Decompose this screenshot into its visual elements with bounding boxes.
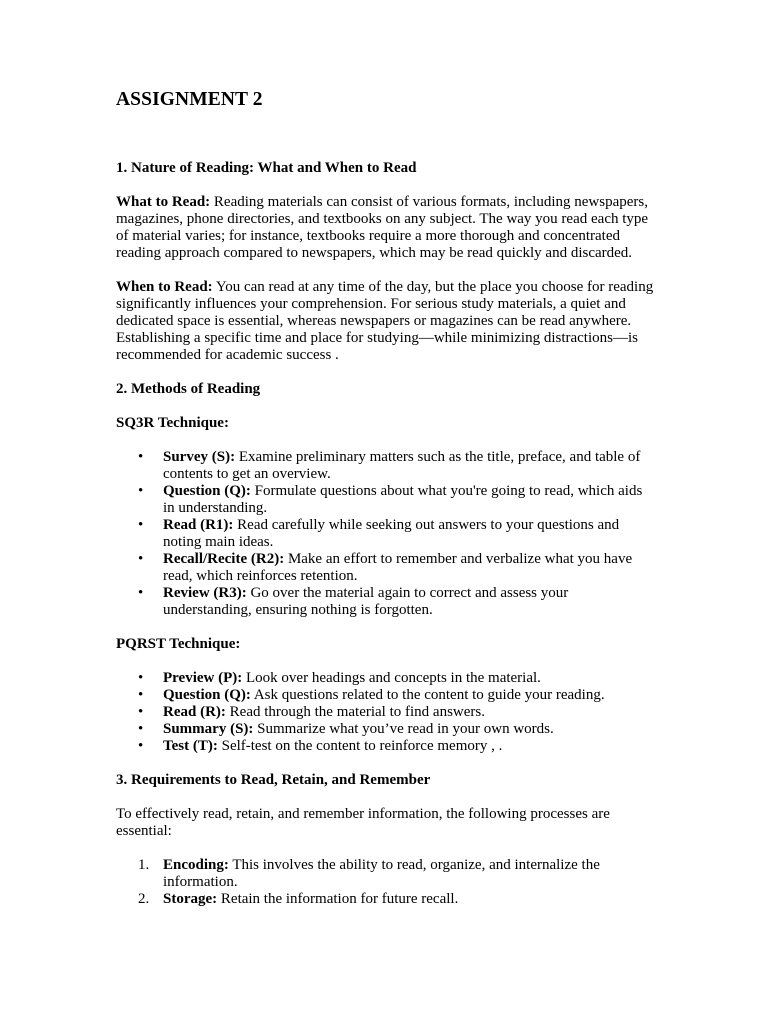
bullet-icon: • xyxy=(138,721,144,737)
list-item-label: Read (R): xyxy=(163,704,226,720)
list-item-text: Read through the material to find answers. xyxy=(225,704,486,720)
list-item-label: Recall/Recite (R2): xyxy=(163,551,285,567)
requirements-list xyxy=(116,857,656,908)
list-item-text: Look over headings and concepts in the material. xyxy=(242,670,541,686)
bullet-icon: • xyxy=(138,585,144,601)
list-item-label: Read (R1): xyxy=(163,517,234,533)
when-to-read-text: You can read at any time of the day, but the place you choose for reading significantly influences your comprehension. For serious study materials, a quiet and dedicated space is essential, whereas newspapers or magazines can be read anywhere. Establishing a specific time and place for studying—while minimizing distractions—is recommended for academic success . xyxy=(116,279,654,363)
list-item xyxy=(138,449,656,483)
list-item xyxy=(138,738,656,755)
list-number: 1. xyxy=(138,857,150,873)
list-item-label: Question (Q): xyxy=(163,483,251,499)
list-item xyxy=(138,857,656,891)
bullet-icon: • xyxy=(138,449,144,465)
list-item xyxy=(138,483,656,517)
bullet-icon: • xyxy=(138,551,144,567)
section-3-intro: To effectively read, retain, and remember information, the following processes are essential: xyxy=(116,806,610,839)
list-item xyxy=(138,721,656,738)
bullet-icon: • xyxy=(138,483,144,499)
list-item-text: This involves the ability to read, organize, and internalize the information. xyxy=(163,857,600,890)
document-title: ASSIGNMENT 2 xyxy=(116,89,263,110)
list-item-text: Self-test on the content to reinforce memory , . xyxy=(217,738,503,754)
list-item-text: Read carefully while seeking out answers to your questions and noting main ideas. xyxy=(163,517,620,550)
document-page xyxy=(116,88,656,908)
list-item-label: Summary (S): xyxy=(163,721,254,737)
bullet-icon: • xyxy=(138,670,144,686)
list-item xyxy=(138,551,656,585)
list-number: 2. xyxy=(138,891,150,907)
list-item-text: Go over the material again to correct and assess your understanding, ensuring nothing is forgotten. xyxy=(163,585,569,618)
list-item-label: Storage: xyxy=(163,891,218,907)
sq3r-list xyxy=(116,449,656,619)
sq3r-heading: SQ3R Technique: xyxy=(116,415,229,431)
list-item xyxy=(138,704,656,721)
what-to-read-paragraph xyxy=(116,194,656,262)
list-item-text: Examine preliminary matters such as the title, preface, and table of contents to get an overview. xyxy=(163,449,641,482)
section-2-heading: 2. Methods of Reading xyxy=(116,381,261,397)
when-to-read-label: When to Read: xyxy=(116,279,213,295)
list-item xyxy=(138,891,656,908)
when-to-read-paragraph xyxy=(116,279,656,364)
list-item-label: Question (Q): xyxy=(163,687,251,703)
list-item-label: Encoding: xyxy=(163,857,229,873)
bullet-icon: • xyxy=(138,687,144,703)
bullet-icon: • xyxy=(138,517,144,533)
list-item-text: Make an effort to remember and verbalize what you have read, which reinforces retention. xyxy=(163,551,633,584)
what-to-read-label: What to Read: xyxy=(116,194,211,210)
list-item-label: Preview (P): xyxy=(163,670,243,686)
bullet-icon: • xyxy=(138,738,144,754)
pqrst-heading: PQRST Technique: xyxy=(116,636,241,652)
list-item-text: Ask questions related to the content to guide your reading. xyxy=(250,687,605,703)
bullet-icon: • xyxy=(138,704,144,720)
what-to-read-text: Reading materials can consist of various formats, including newspapers, magazines, phone directories, and textbooks on any subject. The way you read each type of material varies; for instance, textbooks require a more thorough and concentrated reading approach compared to newspapers, which may be read quickly and discarded. xyxy=(116,194,649,261)
list-item-label: Survey (S): xyxy=(163,449,236,465)
list-item xyxy=(138,517,656,551)
list-item xyxy=(138,585,656,619)
list-item-text: Formulate questions about what you're going to read, which aids in understanding. xyxy=(163,483,643,516)
list-item-text: Retain the information for future recall. xyxy=(217,891,459,907)
list-item xyxy=(138,670,656,687)
section-3-heading: 3. Requirements to Read, Retain, and Remember xyxy=(116,772,431,788)
list-item-text: Summarize what you’ve read in your own words. xyxy=(253,721,554,737)
list-item-label: Review (R3): xyxy=(163,585,247,601)
list-item-label: Test (T): xyxy=(163,738,218,754)
pqrst-list xyxy=(116,670,656,755)
section-1-heading: 1. Nature of Reading: What and When to Read xyxy=(116,160,417,176)
list-item xyxy=(138,687,656,704)
